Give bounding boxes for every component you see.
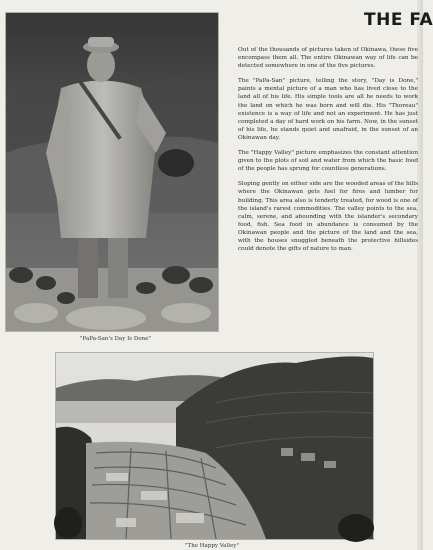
page-title: THE FA <box>364 10 433 30</box>
papa-san-caption: "PaPa-San's Day Is Done" <box>80 336 151 342</box>
happy-valley-photo <box>56 353 373 539</box>
article-paragraph: The "PaPa-San" picture, telling the story, "Day is Done," paints a mental picture of a man who has lived close to the land all of his life. His simple tools are all he needs to work the land on which he was born and will die. His "Thoreau" existence is a way of life and not an experiment. He has just completed a day of hard work on his farm. Now, in the sunset of his life, he stands quiet and unafraid, in the sunset of an Okinawan day. <box>238 78 418 141</box>
article-paragraph: The "Happy Valley" picture emphasizes the constant attention given to the plots of soil and water from which the basic food of the people has sprung for countless generations. <box>238 150 418 173</box>
article-paragraph: Out of the thousands of pictures taken of Okinawa, these five encompass them all. The entire Okinawan way of life can be detected somewhere in one of the five pictures. <box>238 47 418 70</box>
article-body <box>238 46 418 260</box>
papa-san-photo <box>6 13 218 331</box>
happy-valley-caption: "The Happy Valley" <box>185 543 239 549</box>
article-paragraph: Sloping gently on either side are the wooded areas of the hills where the Okinawan gets fuel for fires and lumber for building. This area also is tenderly treated, for wood is one of the island's rarest commodities. The valley points to the sea, calm, serene, and abounding with the islander's secondary food, fish. Sea food in abundance is consumed by the Okinawan people and the picture of the land and the sea, with the houses snuggled beneath the protective hillsides could denote the gifts of nature to man. <box>238 181 418 253</box>
